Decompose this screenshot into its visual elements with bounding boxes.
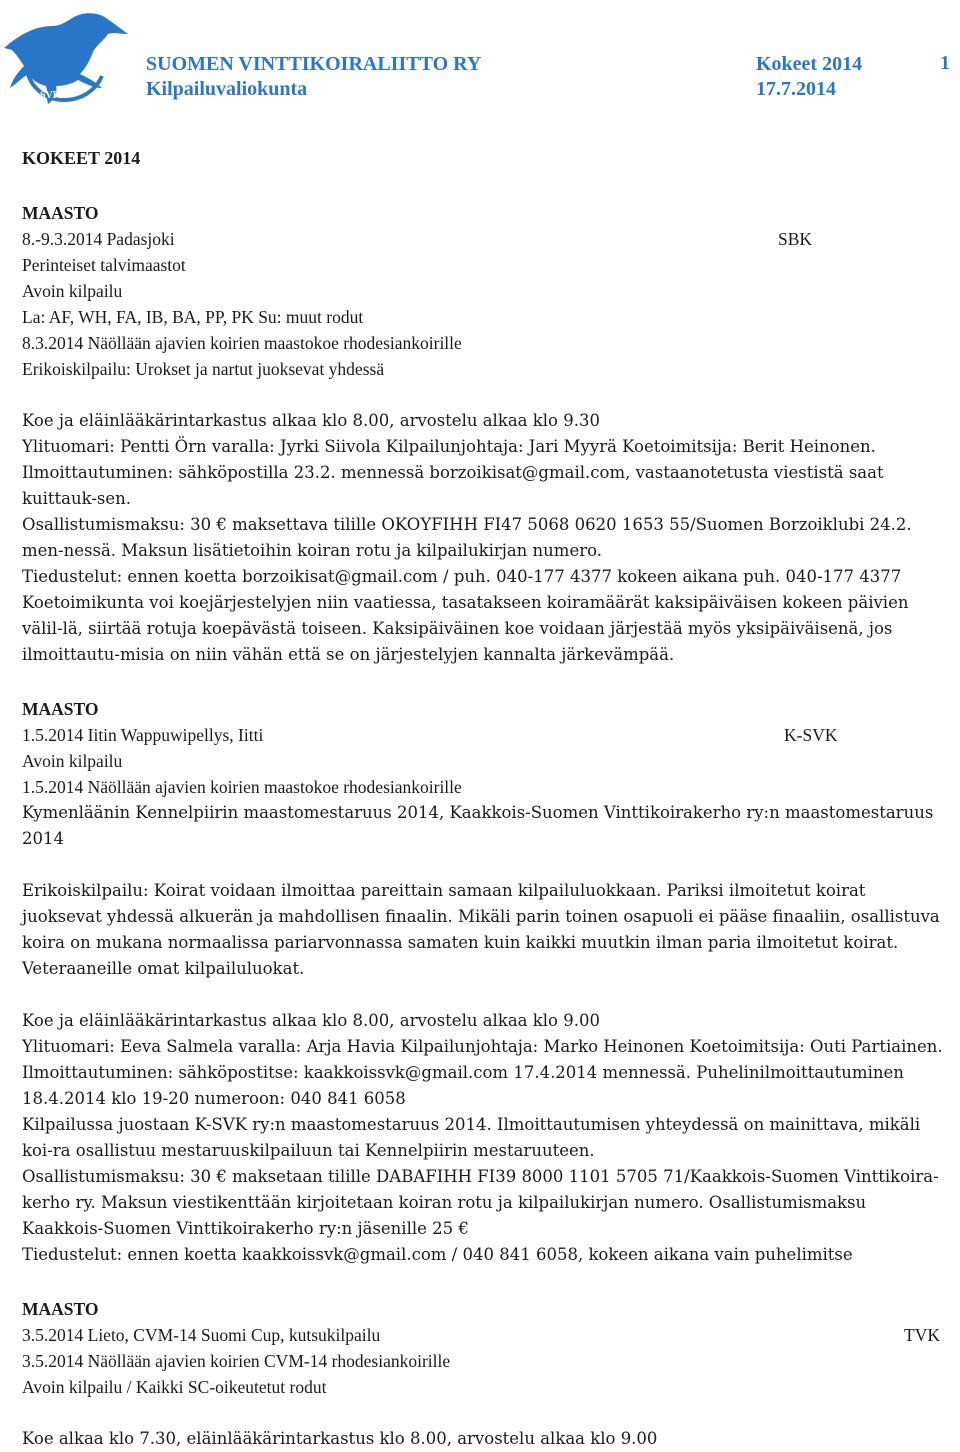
event-section-3 bbox=[22, 1296, 942, 1452]
detail-paragraph: Kilpailussa juostaan K-SVK ry:n maastomestaruus 2014. Ilmoittautumisen yhteydessä on mainittava, mikäli koi-ra osallistuu mestaruuskilpailuun tai Kennelpiirin mestaruuteen. bbox=[22, 1115, 921, 1160]
doc-name: Kokeet 2014 bbox=[756, 53, 863, 75]
section-type: MAASTO bbox=[22, 203, 99, 223]
detail-paragraph: Ilmoittautuminen: sähköpostitse: kaakkoissvk@gmail.com 17.4.2014 mennessä. Puhelinilmoittautuminen 18.4.2014 klo 19-20 numeroon: 040 841 6058 bbox=[22, 1063, 904, 1108]
organizing-club: TVK bbox=[904, 1325, 940, 1345]
event-line bbox=[22, 1322, 942, 1348]
detail-paragraph: Osallistumismaksu: 30 € maksettava tilille OKOYFIHH FI47 5068 0620 1653 55/Suomen Borzoiklubi 24.2. men-nessä. Maksun lisätietoihin koiran rotu ja kilpailukirjan numero. bbox=[22, 515, 912, 560]
event-date-place: 8.-9.3.2014 Padasjoki bbox=[22, 229, 175, 249]
svkl-logo bbox=[2, 4, 132, 108]
organization-header bbox=[146, 52, 481, 102]
detail-paragraph: Koetoimikunta voi koejärjestelyjen niin vaatiessa, tasatakseen koiramäärät kaksipäiväisen kokeen päivien välil-lä, siirtää rotuja koepävästä toiseen. Kaksipäiväinen koe voidaan järjestää myös yksipäiväisenä, jos ilmoittautu-misia on niin vähän että se on järjestelyjen kannalta järkevämpää. bbox=[22, 593, 909, 664]
detail-line: Ylituomari: Eeva Salmela varalla: Arja Havia Kilpailunjohtaja: Marko Heinonen Koetoimitsija: Outi Partiainen. bbox=[22, 1037, 943, 1056]
event-subline: Avoin kilpailu bbox=[22, 751, 123, 771]
committee-name: Kilpailuvaliokunta bbox=[146, 78, 308, 100]
detail-line: Ylituomari: Pentti Örn varalla: Jyrki Siivola Kilpailunjohtaja: Jari Myyrä Koetoimitsija: Berit Heinonen. bbox=[22, 437, 876, 456]
event-subline: Kymenläänin Kennelpiirin maastomestaruus 2014, Kaakkois-Suomen Vinttikoirakerho ry:n maastomestaruus 2014 bbox=[22, 803, 934, 848]
detail-line: Tiedustelut: ennen koetta borzoikisat@gmail.com / puh. 040-177 4377 kokeen aikana puh. 040-177 4377 bbox=[22, 567, 902, 586]
detail-paragraph: Ilmoittautuminen: sähköpostilla 23.2. mennessä borzoikisat@gmail.com, vastaanotetusta viestistä saat kuittauk-sen. bbox=[22, 463, 884, 508]
event-section-1 bbox=[22, 200, 942, 668]
event-line bbox=[22, 226, 942, 252]
special-competition: Erikoiskilpailu: Koirat voidaan ilmoittaa pareittain samaan kilpailuluokkaan. Pariksi ilmoitetut koirat juoksevat yhdessä alkuerän ja mahdollisen finaalin. Mikäli parin toinen osapuoli ei pääse finaaliin, osallistuva koira on mukana normaalissa pariarvonnassa samaten kuin kaikki muutkin ilman paria ilmoitetut koirat. Veteraaneille omat kilpailuluokat. bbox=[22, 881, 940, 978]
detail-line: Koe alkaa klo 7.30, eläinlääkärintarkastus klo 8.00, arvostelu alkaa klo 9.00 bbox=[22, 1429, 658, 1448]
page-header bbox=[0, 0, 960, 120]
doc-date: 17.7.2014 bbox=[756, 78, 836, 100]
detail-line: Koe ja eläinlääkärintarkastus alkaa klo 8.00, arvostelu alkaa klo 9.30 bbox=[22, 411, 600, 430]
event-subline: Avoin kilpailu / Kaikki SC-oikeutetut rodut bbox=[22, 1377, 327, 1397]
section-type: MAASTO bbox=[22, 699, 99, 719]
section-type: MAASTO bbox=[22, 1299, 99, 1319]
event-section-2 bbox=[22, 696, 942, 1268]
event-subline: 8.3.2014 Näöllään ajavien koirien maastokoe rhodesiankoirille bbox=[22, 333, 462, 353]
event-subline: Perinteiset talvimaastot bbox=[22, 255, 186, 275]
event-date-place: 1.5.2014 Iitin Wappuwipellys, Iitti bbox=[22, 725, 264, 745]
document-header-right bbox=[756, 52, 862, 102]
detail-paragraph: Osallistumismaksu: 30 € maksetaan tilille DABAFIHH FI39 8000 1101 5705 71/Kaakkois-Suomen Vinttikoira-kerho ry. Maksun viestikenttään kirjoitetaan koiran rotu ja kilpailukirjan numero. Osallistumismaksu Kaakkois-Suomen Vinttikoirakerho ry:n jäsenille 25 € bbox=[22, 1167, 939, 1238]
organizing-club: SBK bbox=[778, 229, 813, 249]
event-line bbox=[22, 722, 942, 748]
page-number: 1 bbox=[940, 52, 950, 74]
event-subline: Avoin kilpailu bbox=[22, 281, 123, 301]
event-subline: 3.5.2014 Näöllään ajavien koirien CVM-14 rhodesiankoirille bbox=[22, 1351, 451, 1371]
page-title: KOKEET 2014 bbox=[22, 148, 141, 168]
svg-text:SVKL: SVKL bbox=[40, 90, 68, 101]
org-name: SUOMEN VINTTIKOIRALIITTO RY bbox=[146, 53, 482, 75]
detail-line: Koe ja eläinlääkärintarkastus alkaa klo 8.00, arvostelu alkaa klo 9.00 bbox=[22, 1011, 600, 1030]
event-subline: Erikoiskilpailu: Urokset ja nartut juoksevat yhdessä bbox=[22, 359, 385, 379]
event-subline: La: AF, WH, FA, IB, BA, PP, PK Su: muut rodut bbox=[22, 307, 364, 327]
event-date-place: 3.5.2014 Lieto, CVM-14 Suomi Cup, kutsukilpailu bbox=[22, 1325, 381, 1345]
organizing-club: K-SVK bbox=[784, 725, 838, 745]
event-subline: 1.5.2014 Näöllään ajavien koirien maastokoe rhodesiankoirille bbox=[22, 777, 462, 797]
detail-line: Tiedustelut: ennen koetta kaakkoissvk@gmail.com / 040 841 6058, kokeen aikana vain puhelimitse bbox=[22, 1245, 853, 1264]
